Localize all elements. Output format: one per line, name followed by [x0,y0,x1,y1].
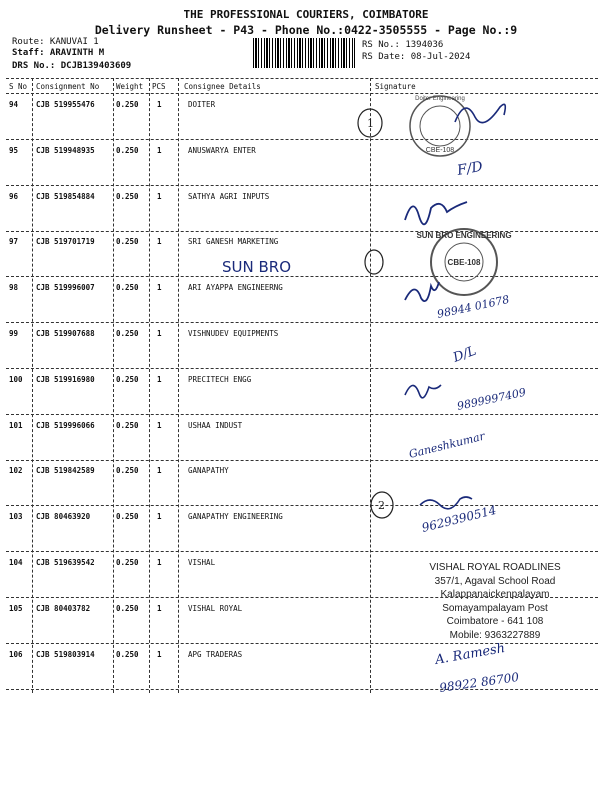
row-weight: 0.250 [116,466,139,475]
circled-note-icon [365,250,383,274]
row-weight: 0.250 [116,650,139,659]
stamp-address-line: Kalappanaickenpalayam [440,589,550,600]
phone-100: 9899997409 [455,385,528,413]
row-consignment-no: CJB 519639542 [36,558,95,567]
stamp-address-line: Coimbatore - 641 108 [446,616,544,627]
row-pcs: 1 [157,421,162,430]
row-sno: 102 [9,466,23,475]
row-consignment-no: CJB 80463920 [36,512,91,521]
row-weight: 0.250 [116,237,139,246]
dl-note: D/L [451,343,479,366]
header-consignee: Consignee Details [184,82,261,91]
row-consignee: VISHAL ROYAL [188,604,243,613]
row-consignment-no: CJB 519916980 [36,375,95,384]
row-consignment-no: CJB 519803914 [36,650,95,659]
header-weight: Weight [116,82,144,91]
row-consignment-no: CJB 519701719 [36,237,95,246]
staff-label: Staff: ARAVINTH M [12,48,105,58]
row-weight: 0.250 [116,375,139,384]
row-sno: 99 [9,329,19,338]
row-pcs: 1 [157,237,162,246]
header-sno: S No [9,82,28,91]
row-weight: 0.250 [116,329,139,338]
document-subtitle: Delivery Runsheet - P43 - Phone No.:0422-3505555 - Page No.:9 [94,23,518,37]
row-consignee: ARI AYAPPA ENGINEERNG [188,283,283,292]
drs-number: DRS No.: DCJB139403609 [12,61,132,71]
signature-96 [405,202,467,224]
row-consignment-no: CJB 519948935 [36,146,95,155]
row-weight: 0.250 [116,100,139,109]
row-weight: 0.250 [116,192,139,201]
header-pcs: PCS [152,82,166,91]
row-sno: 96 [9,192,19,201]
header-consignment: Consignment No [36,82,100,91]
row-sno: 95 [9,146,19,155]
row-sno: 97 [9,237,19,246]
header-signature: Signature [375,82,416,91]
note-2: 2 [378,499,385,512]
fd-note: F/D [455,158,484,179]
signature-100 [405,385,441,398]
row-consignment-no: CJB 519907688 [36,329,95,338]
stamp-97-code: CBE-108 [447,258,481,267]
row-pcs: 1 [157,329,162,338]
rs-date: RS Date: 08-Jul-2024 [362,52,471,62]
row-consignee: PRECITECH ENGG [188,375,252,384]
row-consignee: SRI GANESH MARKETING [188,237,279,246]
row-consignment-no: CJB 519955476 [36,100,95,109]
phone-106: 98922 86700 [438,669,520,695]
stamp-address-line: 357/1, Agaval School Road [434,575,556,587]
row-pcs: 1 [157,375,162,384]
row-consignee: VISHNUDEV EQUIPMENTS [188,329,279,338]
row-consignment-no: CJB 80403782 [36,604,91,613]
stamp-97-ring: SUN BRO ENGINEERING [416,231,512,240]
row-weight: 0.250 [116,558,139,567]
row-consignment-no: CJB 519842589 [36,466,95,475]
row-sno: 105 [9,604,23,613]
row-sno: 106 [9,650,23,659]
row-weight: 0.250 [116,512,139,521]
signature-103 [420,497,472,509]
signature-106: A. Ramesh [434,640,507,668]
row-consignee: APG TRADERAS [188,650,243,659]
row-weight: 0.250 [116,283,139,292]
signature-101: Ganeshkumar [407,429,487,461]
vishal-roadlines-stamp [390,561,600,642]
row-pcs: 1 [157,283,162,292]
row-consignee: ANUSWARYA ENTER [188,146,256,155]
row-pcs: 1 [157,512,162,521]
row-pcs: 1 [157,650,162,659]
row-consignee: VISHAL [188,558,216,567]
stamp-94-code: CBE-108 [425,147,455,154]
row-pcs: 1 [157,558,162,567]
route-label: Route: KANUVAI 1 [12,37,99,47]
row-consignment-no: CJB 519996066 [36,421,95,430]
row-sno: 103 [9,512,23,521]
row-sno: 104 [9,558,23,567]
row-consignee: USHAA INDUST [188,421,243,430]
stamp-94-ring: Doiter Engineering [415,96,465,102]
row-consignee: GANAPATHY [188,466,229,475]
document-title: THE PROFESSIONAL COURIERS, COIMBATORE [183,8,429,21]
row-consignment-no: CJB 519996007 [36,283,95,292]
doiter-stamp [410,96,470,156]
row-pcs: 1 [157,100,162,109]
row-weight: 0.250 [116,146,139,155]
row-consignee: SATHYA AGRI INPUTS [188,192,270,201]
phone-98: 98944 01678 [435,292,511,321]
row-pcs: 1 [157,146,162,155]
row-consignee: DOITER [188,100,216,109]
stamp-address-line: Somayampalayam Post [442,602,548,614]
sun-bro-note: SUN BRO [222,258,292,276]
rs-number: RS No.: 1394036 [362,40,444,50]
note-1: 1 [367,117,374,130]
signature-98 [405,282,439,301]
row-consignee: GANAPATHY ENGINEERING [188,512,283,521]
row-sno: 94 [9,100,19,109]
row-pcs: 1 [157,466,162,475]
row-pcs: 1 [157,604,162,613]
row-consignment-no: CJB 519854884 [36,192,95,201]
row-sno: 98 [9,283,19,292]
row-weight: 0.250 [116,604,139,613]
stamp-company-name: VISHAL ROYAL ROADLINES [429,562,561,573]
row-sno: 101 [9,421,23,430]
stamp-mobile: Mobile: 9363227889 [449,629,541,641]
phone-103: 9629390514 [420,502,498,535]
row-weight: 0.250 [116,421,139,430]
row-sno: 100 [9,375,23,384]
row-pcs: 1 [157,192,162,201]
